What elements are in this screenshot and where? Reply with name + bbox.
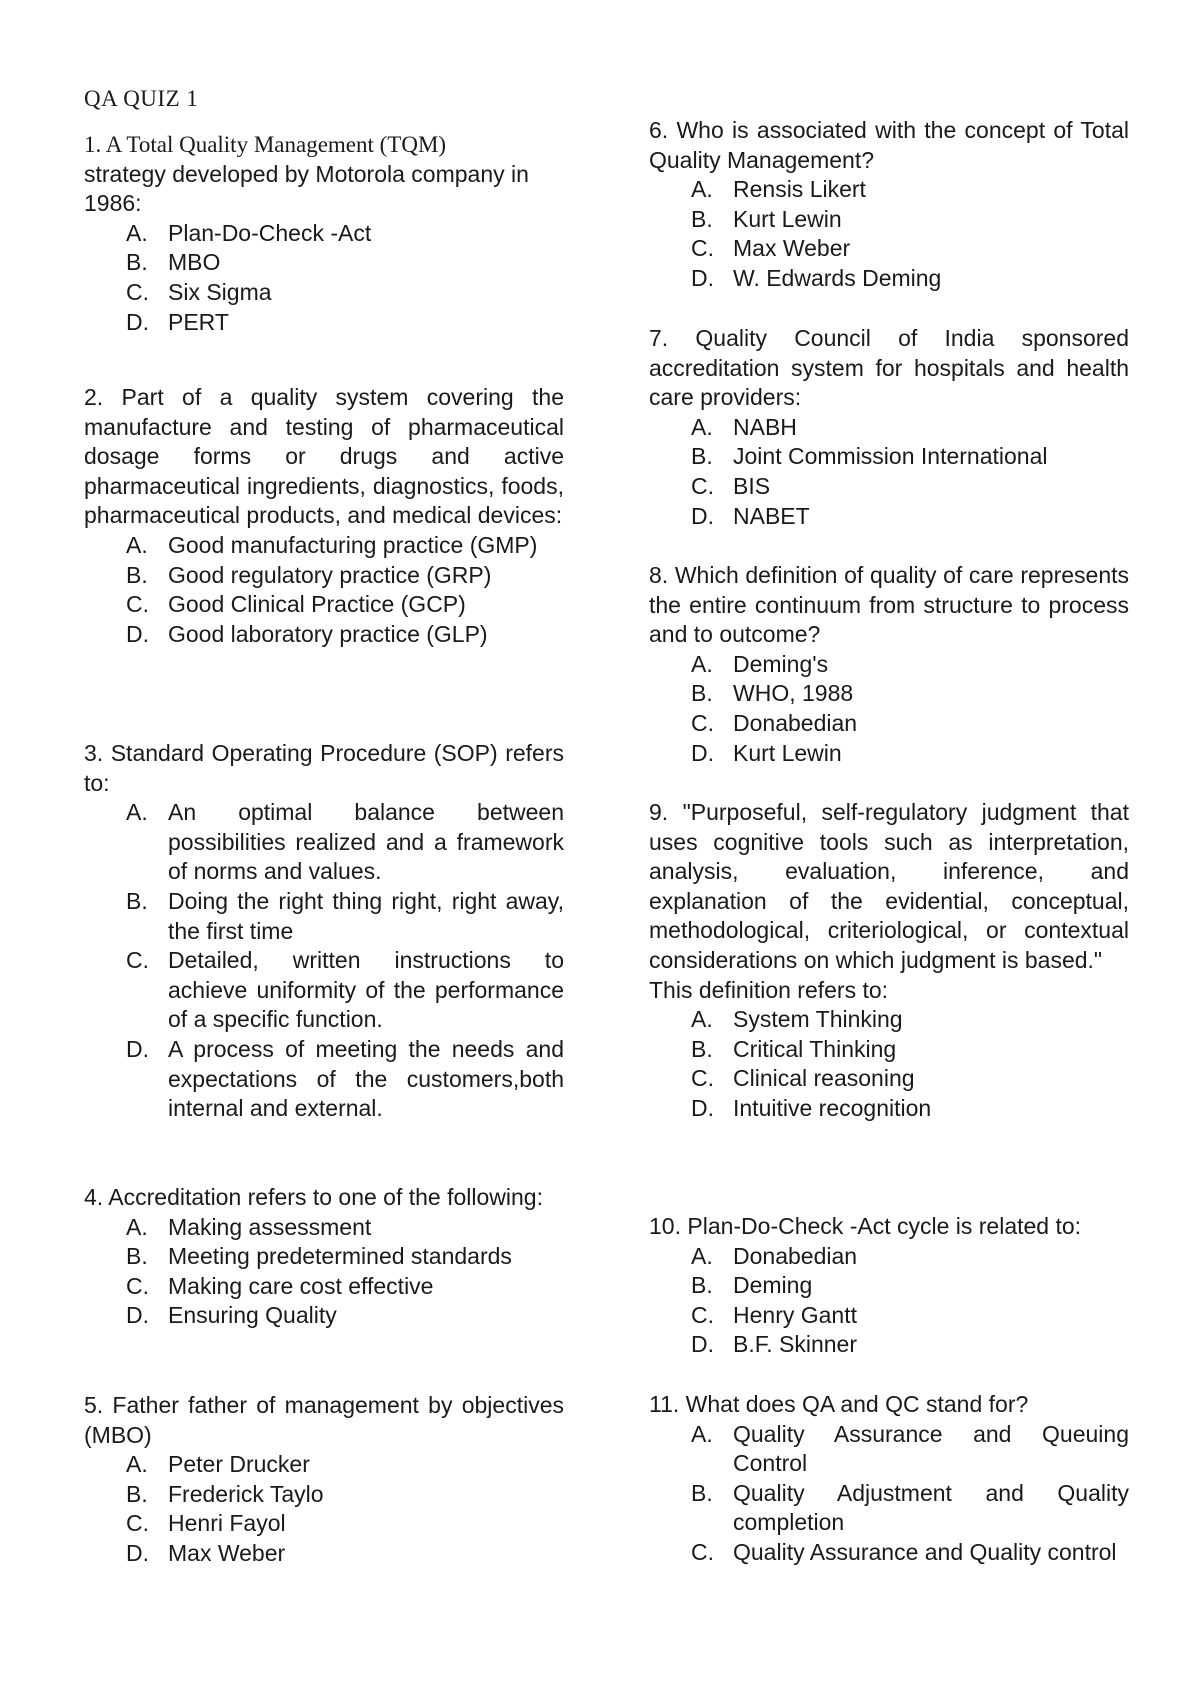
question-3-option-c	[84, 946, 564, 1035]
option-text: Detailed, written instructions to achieve uniformity of the performance of a specific function.	[168, 947, 564, 1033]
question-5-option-b	[84, 1480, 564, 1510]
question-11-option-a	[649, 1420, 1129, 1479]
question-5-option-c	[84, 1509, 564, 1539]
option-letter: C.	[691, 1538, 714, 1565]
question-1-options	[84, 219, 564, 337]
question-3-option-d	[84, 1035, 564, 1124]
option-text: Donabedian	[733, 709, 858, 736]
option-letter: C.	[126, 947, 149, 974]
option-text: Quality Assurance and Quality control	[733, 1538, 1117, 1565]
question-8-option-b	[649, 679, 1129, 709]
option-text: An optimal balance between possibilities realized and a framework of norms and values.	[168, 799, 564, 885]
question-4	[84, 1183, 564, 1331]
option-letter: B.	[691, 1035, 713, 1062]
option-text: Intuitive recognition	[733, 1094, 932, 1121]
option-letter: B.	[691, 205, 713, 232]
option-letter: D.	[126, 1539, 149, 1566]
question-6-option-d	[649, 264, 1129, 294]
option-letter: D.	[691, 264, 714, 291]
question-3-options	[84, 798, 564, 1124]
option-letter: D.	[126, 1035, 149, 1062]
question-5-option-a	[84, 1450, 564, 1480]
question-4-options	[84, 1213, 564, 1331]
option-letter: B.	[126, 1480, 148, 1507]
option-text: W. Edwards Deming	[733, 264, 942, 291]
option-text: Henri Fayol	[168, 1510, 286, 1537]
option-letter: A.	[126, 799, 148, 826]
option-text: Good Clinical Practice (GCP)	[168, 591, 466, 618]
question-11-options	[649, 1420, 1129, 1568]
question-1-option-b	[84, 248, 564, 278]
question-1-stem: strategy developed by Motorola company in 1986:	[84, 160, 529, 217]
option-text: Making assessment	[168, 1213, 372, 1240]
question-1-stem-lead: 1. A Total Quality Management (TQM)	[84, 132, 447, 157]
option-letter: B.	[691, 1479, 713, 1506]
question-9-option-b	[649, 1035, 1129, 1065]
option-text: Kurt Lewin	[733, 205, 842, 232]
question-9-options	[649, 1005, 1129, 1123]
option-letter: A.	[691, 1242, 713, 1269]
option-text: Kurt Lewin	[733, 739, 842, 766]
option-letter: C.	[691, 709, 714, 736]
option-text: MBO	[168, 249, 221, 276]
question-10	[649, 1212, 1129, 1360]
option-text: Peter Drucker	[168, 1451, 310, 1478]
question-11	[649, 1390, 1129, 1568]
question-11-stem: 11. What does QA and QC stand for?	[649, 1391, 1029, 1417]
question-2-option-a	[84, 531, 564, 561]
option-letter: A.	[691, 176, 713, 203]
question-6-stem: 6. Who is associated with the concept of Total Quality Management?	[649, 117, 1129, 173]
option-text: NABH	[733, 413, 797, 440]
option-letter: A.	[691, 1420, 713, 1447]
question-7	[649, 324, 1129, 531]
option-text: Quality Adjustment and Quality completion	[733, 1479, 1129, 1536]
question-8	[649, 561, 1129, 768]
question-10-option-a	[649, 1242, 1129, 1272]
option-text: Ensuring Quality	[168, 1302, 337, 1329]
question-6-option-c	[649, 234, 1129, 264]
question-7-option-b	[649, 442, 1129, 472]
question-10-option-c	[649, 1301, 1129, 1331]
option-letter: A.	[691, 1006, 713, 1033]
option-text: Max Weber	[733, 235, 851, 262]
option-text: Meeting predetermined standards	[168, 1243, 512, 1270]
question-10-option-b	[649, 1271, 1129, 1301]
option-text: Good manufacturing practice (GMP)	[168, 531, 538, 558]
option-letter: A.	[126, 1451, 148, 1478]
page-title: QA QUIZ 1	[84, 86, 199, 111]
question-1-option-a	[84, 219, 564, 249]
option-text: System Thinking	[733, 1006, 903, 1033]
option-letter: D.	[691, 502, 714, 529]
option-letter: C.	[691, 235, 714, 262]
question-1	[84, 130, 564, 337]
question-10-stem: 10. Plan-Do-Check -Act cycle is related to:	[649, 1213, 1082, 1239]
option-letter: B.	[126, 561, 148, 588]
option-text: Henry Gantt	[733, 1301, 857, 1328]
option-letter: B.	[126, 887, 148, 914]
question-5-option-d	[84, 1539, 564, 1569]
question-2-option-d	[84, 620, 564, 650]
option-text: Making care cost effective	[168, 1272, 434, 1299]
option-letter: C.	[126, 278, 149, 305]
option-text: Quality Assurance and Queuing Control	[733, 1420, 1129, 1477]
option-text: Six Sigma	[168, 278, 272, 305]
question-6-options	[649, 175, 1129, 293]
question-4-option-a	[84, 1213, 564, 1243]
option-text: Doing the right thing right, right away, the first time	[168, 887, 564, 944]
option-letter: D.	[126, 620, 149, 647]
question-4-option-d	[84, 1301, 564, 1331]
question-6-option-b	[649, 205, 1129, 235]
option-letter: D.	[691, 1331, 714, 1358]
option-text: Good regulatory practice (GRP)	[168, 561, 492, 588]
question-10-options	[649, 1242, 1129, 1360]
question-7-option-a	[649, 413, 1129, 443]
question-1-option-d	[84, 308, 564, 338]
question-7-option-c	[649, 472, 1129, 502]
question-9-stem-extra: This definition refers to:	[649, 976, 889, 1003]
question-2	[84, 383, 564, 649]
option-letter: D.	[691, 739, 714, 766]
option-text: Rensis Likert	[733, 176, 866, 203]
option-text: Deming's	[733, 650, 829, 677]
option-letter: B.	[126, 249, 148, 276]
option-letter: C.	[126, 1510, 149, 1537]
question-2-option-c	[84, 590, 564, 620]
question-6-option-a	[649, 175, 1129, 205]
question-8-option-d	[649, 739, 1129, 769]
option-text: Max Weber	[168, 1539, 286, 1566]
option-text: WHO, 1988	[733, 680, 854, 707]
option-letter: B.	[126, 1243, 148, 1270]
option-text: PERT	[168, 308, 229, 335]
option-letter: C.	[691, 1065, 714, 1092]
option-letter: C.	[126, 1272, 149, 1299]
question-7-stem: 7. Quality Council of India sponsored accreditation system for hospitals and health care providers:	[649, 325, 1129, 411]
option-letter: A.	[691, 413, 713, 440]
question-7-options	[649, 413, 1129, 531]
option-letter: D.	[126, 308, 149, 335]
option-text: BIS	[733, 472, 771, 499]
option-text: Good laboratory practice (GLP)	[168, 620, 488, 647]
option-letter: A.	[691, 650, 713, 677]
option-letter: B.	[691, 1272, 713, 1299]
option-text: Clinical reasoning	[733, 1065, 915, 1092]
question-3-stem: 3. Standard Operating Procedure (SOP) refers to:	[84, 740, 564, 796]
question-2-stem: 2. Part of a quality system covering the manufacture and testing of pharmaceutical dosage forms or drugs and active pharmaceutical ingredients, diagnostics, foods, pharmaceutical products, and medical devices:	[84, 384, 564, 529]
question-9-option-c	[649, 1064, 1129, 1094]
question-8-option-c	[649, 709, 1129, 739]
option-letter: D.	[126, 1302, 149, 1329]
option-letter: B.	[691, 680, 713, 707]
option-letter: A.	[126, 219, 148, 246]
question-6	[649, 116, 1129, 294]
question-5-stem: 5. Father father of management by objectives (MBO)	[84, 1392, 564, 1448]
question-8-options	[649, 650, 1129, 768]
question-1-option-c	[84, 278, 564, 308]
question-7-option-d	[649, 502, 1129, 532]
question-9-option-a	[649, 1005, 1129, 1035]
question-4-option-b	[84, 1242, 564, 1272]
question-3	[84, 739, 564, 1124]
option-text: A process of meeting the needs and expectations of the customers,both internal and external.	[168, 1035, 564, 1122]
question-2-options	[84, 531, 564, 649]
question-9-option-d	[649, 1094, 1129, 1124]
question-11-option-b	[649, 1479, 1129, 1538]
question-4-stem: 4. Accreditation refers to one of the following:	[84, 1184, 543, 1210]
question-3-option-b	[84, 887, 564, 946]
question-3-option-a	[84, 798, 564, 887]
option-letter: A.	[126, 1213, 148, 1240]
option-text: Joint Commission International	[733, 443, 1048, 470]
option-letter: A.	[126, 531, 148, 558]
option-letter: C.	[691, 472, 714, 499]
option-letter: C.	[126, 591, 149, 618]
question-9	[649, 798, 1129, 1124]
option-text: NABET	[733, 502, 810, 529]
question-8-stem: 8. Which definition of quality of care represents the entire continuum from structure to process and to outcome?	[649, 562, 1129, 648]
option-text: Donabedian	[733, 1242, 858, 1269]
option-text: Critical Thinking	[733, 1035, 897, 1062]
option-letter: B.	[691, 443, 713, 470]
question-9-stem: 9. "Purposeful, self-regulatory judgment that uses cognitive tools such as interpretation, analysis, evaluation, inference, and explanation of the evidential, conceptual, methodological, criteriological, or contextual considerations on which judgment is based."	[649, 799, 1129, 973]
question-5-options	[84, 1450, 564, 1568]
option-text: Plan-Do-Check -Act	[168, 219, 372, 246]
option-text: B.F. Skinner	[733, 1331, 857, 1358]
question-11-option-c	[649, 1538, 1129, 1568]
option-text: Frederick Taylo	[168, 1480, 324, 1507]
option-letter: D.	[691, 1094, 714, 1121]
option-text: Deming	[733, 1272, 813, 1299]
question-5	[84, 1391, 564, 1569]
option-letter: C.	[691, 1301, 714, 1328]
question-8-option-a	[649, 650, 1129, 680]
question-2-option-b	[84, 561, 564, 591]
question-4-option-c	[84, 1272, 564, 1302]
question-10-option-d	[649, 1330, 1129, 1360]
